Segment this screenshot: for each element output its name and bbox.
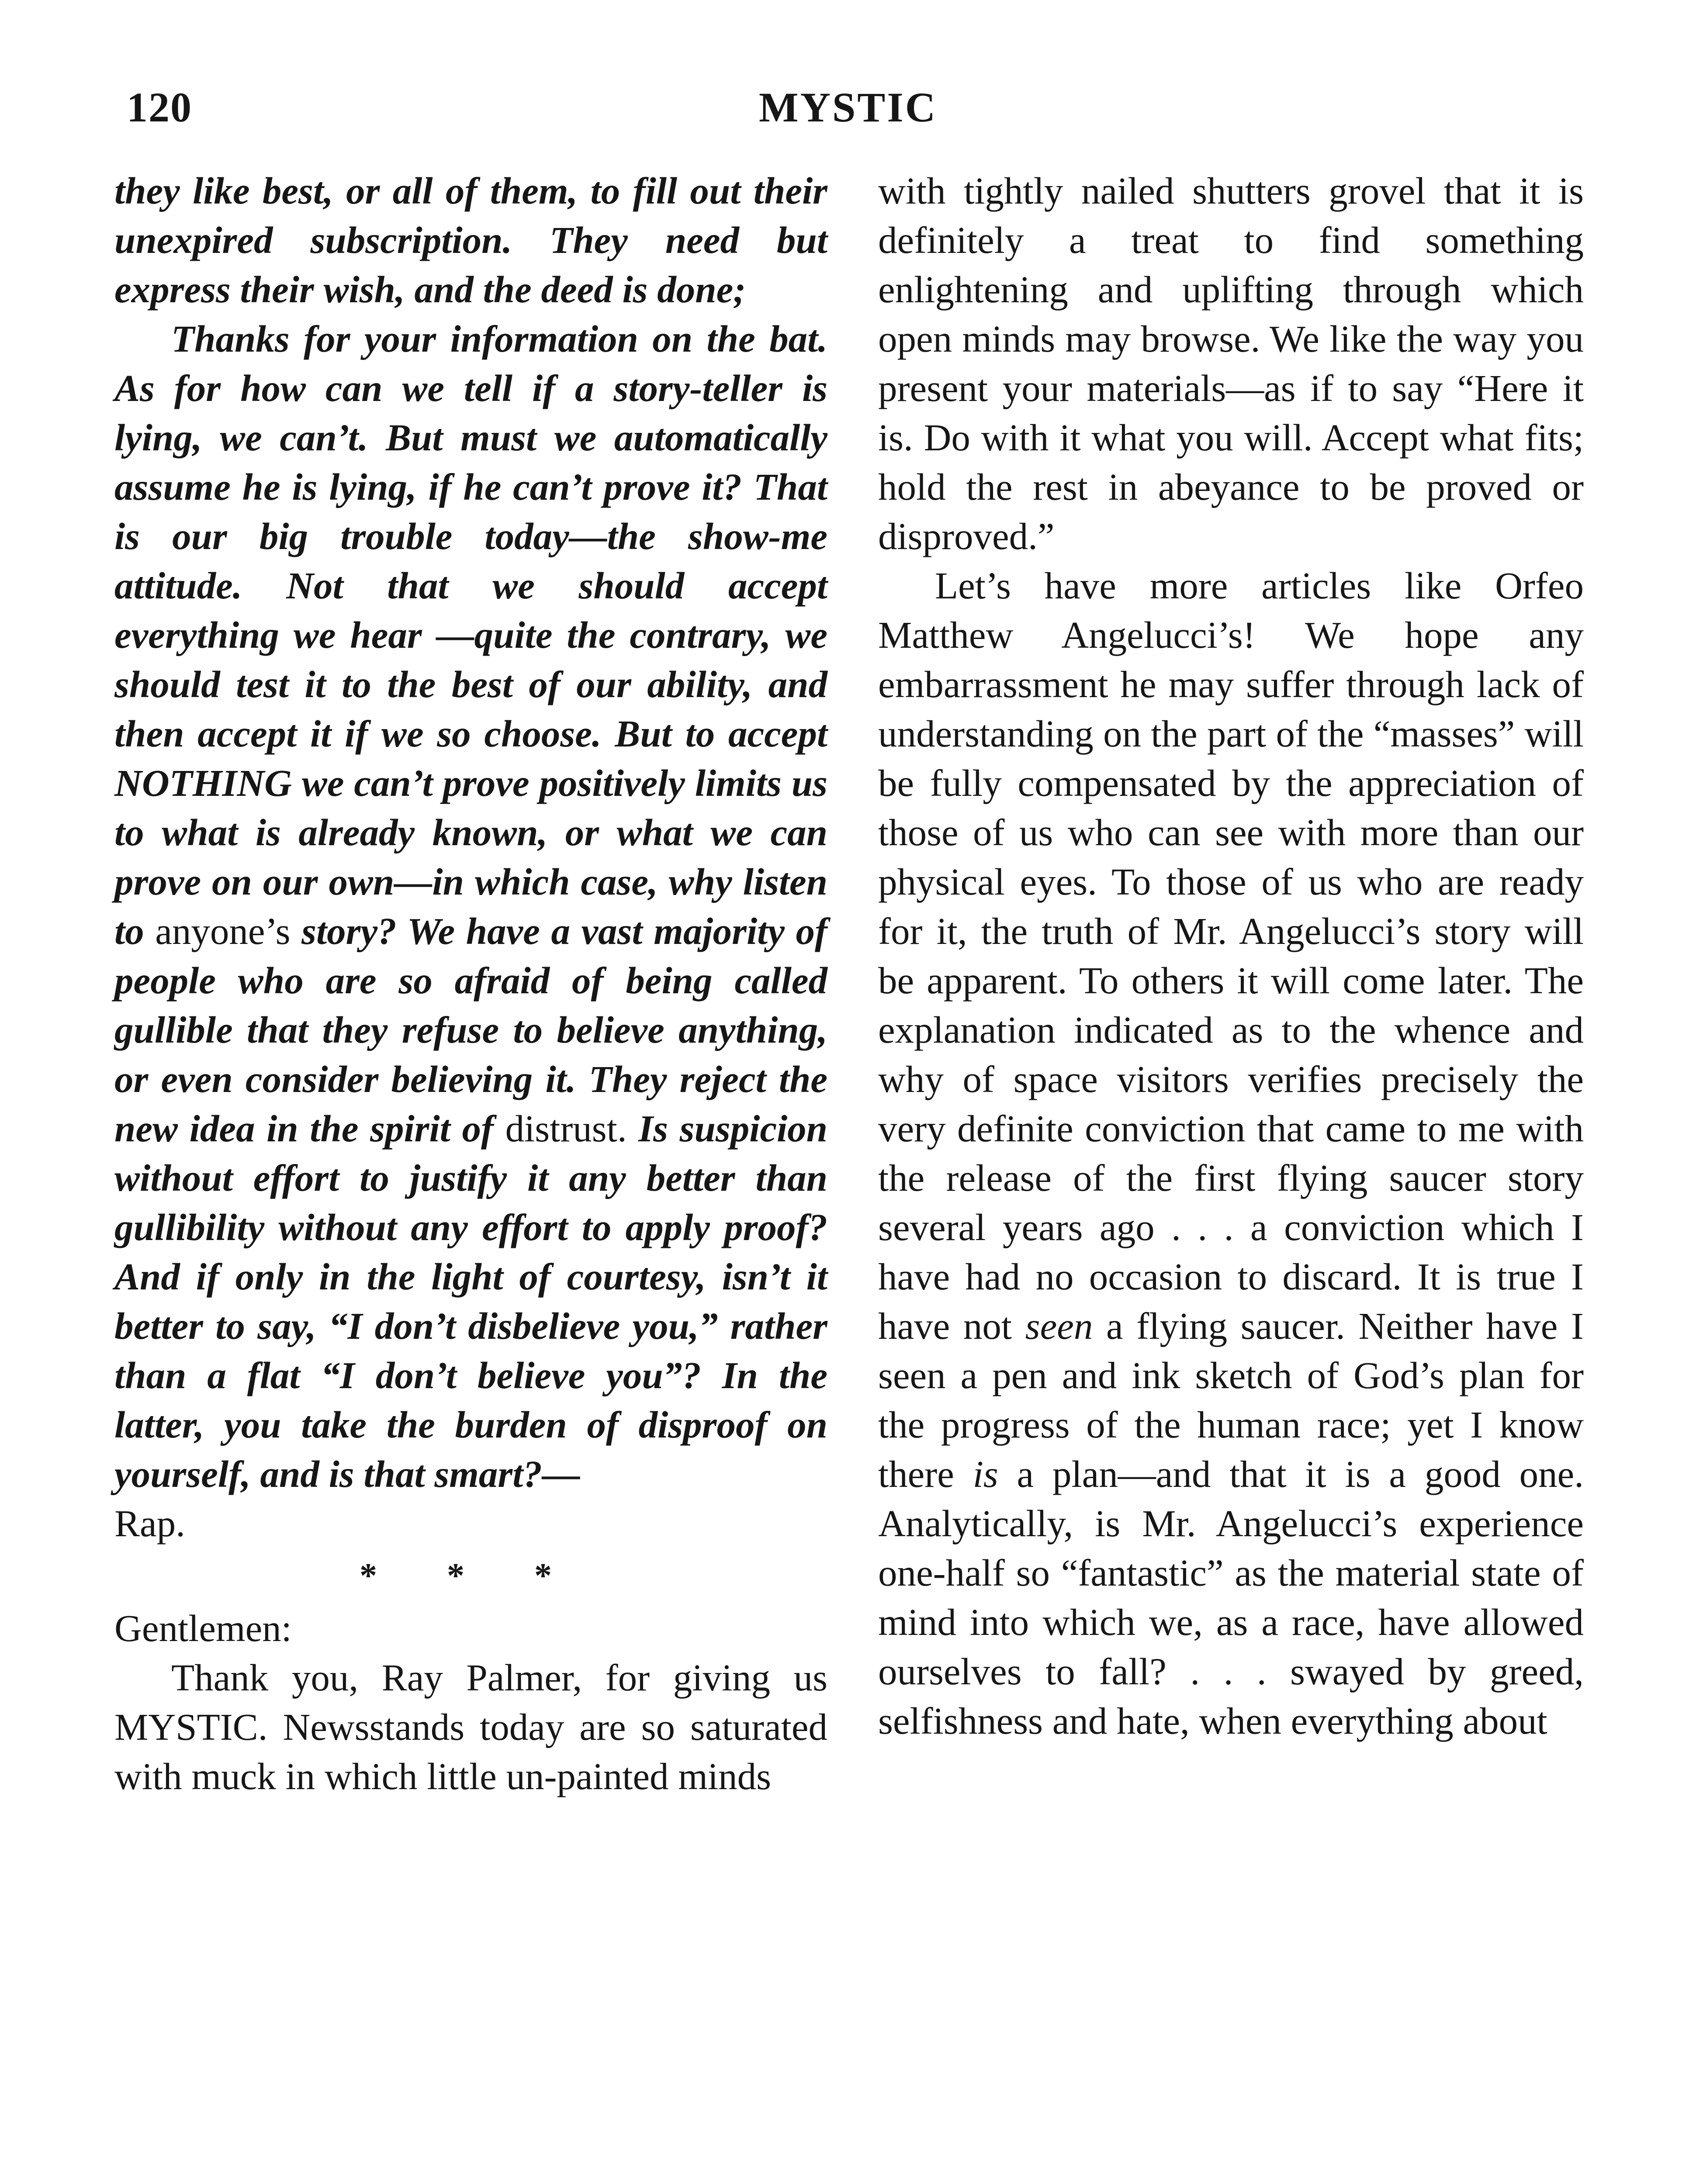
right-paragraph-2-italic-1: seen — [1025, 1305, 1093, 1347]
running-title: MYSTIC — [758, 84, 938, 131]
left-column — [114, 166, 827, 1801]
left-paragraph-2-part-1: Thanks for your information on the bat. As for how can we tell if a story-teller is lying, we can’t. But must we automatically assume he is lying, if he can’t prove it? That is our big trouble today—the show-me attitude. Not that we should accept everything we hear —quite the contrary, we should test it to the best of our ability, and then accept it if we so choose. But to accept NOTHING we can’t prove positively limits us to what is already known, or what we can prove on our own—in which case, why listen to — [114, 318, 827, 952]
left-paragraph-2-part-3: Is suspicion without effort to justify it any better than gullibility without any effort to apply proof? And if only in the light of courtesy, isn’t it better to say, “I don’t disbelieve you,” rather than a flat “I don’t believe you”? In the latter, you take the burden of disproof on yourself, and is that smart?— — [114, 1107, 828, 1495]
salutation: Gentlemen: — [114, 1607, 292, 1649]
right-paragraph-2 — [878, 561, 1584, 1745]
right-paragraph-1: with tightly nailed shutters grovel that it is definitely a treat to find something enlightening and uplifting through which open minds may browse. We like the way you present your materials—as if to say “Here it is. Do with it what you will. Accept what fits; hold the rest in abeyance to be proved or disproved.” — [878, 169, 1584, 557]
left-paragraph-2 — [114, 314, 827, 1548]
right-column — [878, 166, 1584, 1745]
right-paragraph-2-italic-2: is — [973, 1453, 998, 1495]
section-separator: * * * — [360, 1557, 582, 1595]
signature: Rap. — [114, 1502, 185, 1545]
left-paragraph-2-roman-1: anyone’s — [155, 910, 291, 952]
right-paragraph-2-part-1: Let’s have more articles like Orfeo Matthew Angelucci’s! We hope any embarrassment he may suffer through lack of understanding on the part of the “masses” will be fully compensated by the appreciation of those of us who can see with more than our physical eyes. To those of us who are ready for it, the truth of Mr. Angelucci’s story will be apparent. To others it will come later. The explanation indicated as to the whence and why of space visitors verifies precisely the very definite conviction that came to me with the release of the first flying saucer story several years ago . . . a conviction which I have had no occasion to discard. It is true I have not — [878, 564, 1584, 1347]
left-paragraph-2-part-2: story? We have a vast majority of people who are so afraid of being called gullible that they refuse to believe anything, or even consider believing it. They reject the new idea in the spirit of — [114, 910, 827, 1150]
right-paragraph-2-part-3: a plan—and that it is a good one. Analytically, is Mr. Angelucci’s experience one-half so “fantastic” as the material state of mind into which we, as a race, have allowed ourselves to fall? . . . swayed by greed, selfishness and hate, when everything about — [878, 1453, 1584, 1742]
left-paragraph-3: Thank you, Ray Palmer, for giving us MYSTIC. Newsstands today are so saturated with muck in which little un-painted minds — [114, 1656, 827, 1797]
page-header — [109, 83, 1587, 140]
page-number: 120 — [127, 84, 192, 131]
left-paragraph-1: they like best, or all of them, to fill out their unexpired subscription. They need but express their wish, and the deed is done; — [114, 169, 827, 311]
right-paragraph-2-part-2: a flying saucer. Neither have I seen a pen and ink sketch of God’s plan for the progress of the human race; yet I know there — [878, 1305, 1584, 1495]
left-paragraph-2-roman-2: distrust. — [505, 1107, 627, 1150]
